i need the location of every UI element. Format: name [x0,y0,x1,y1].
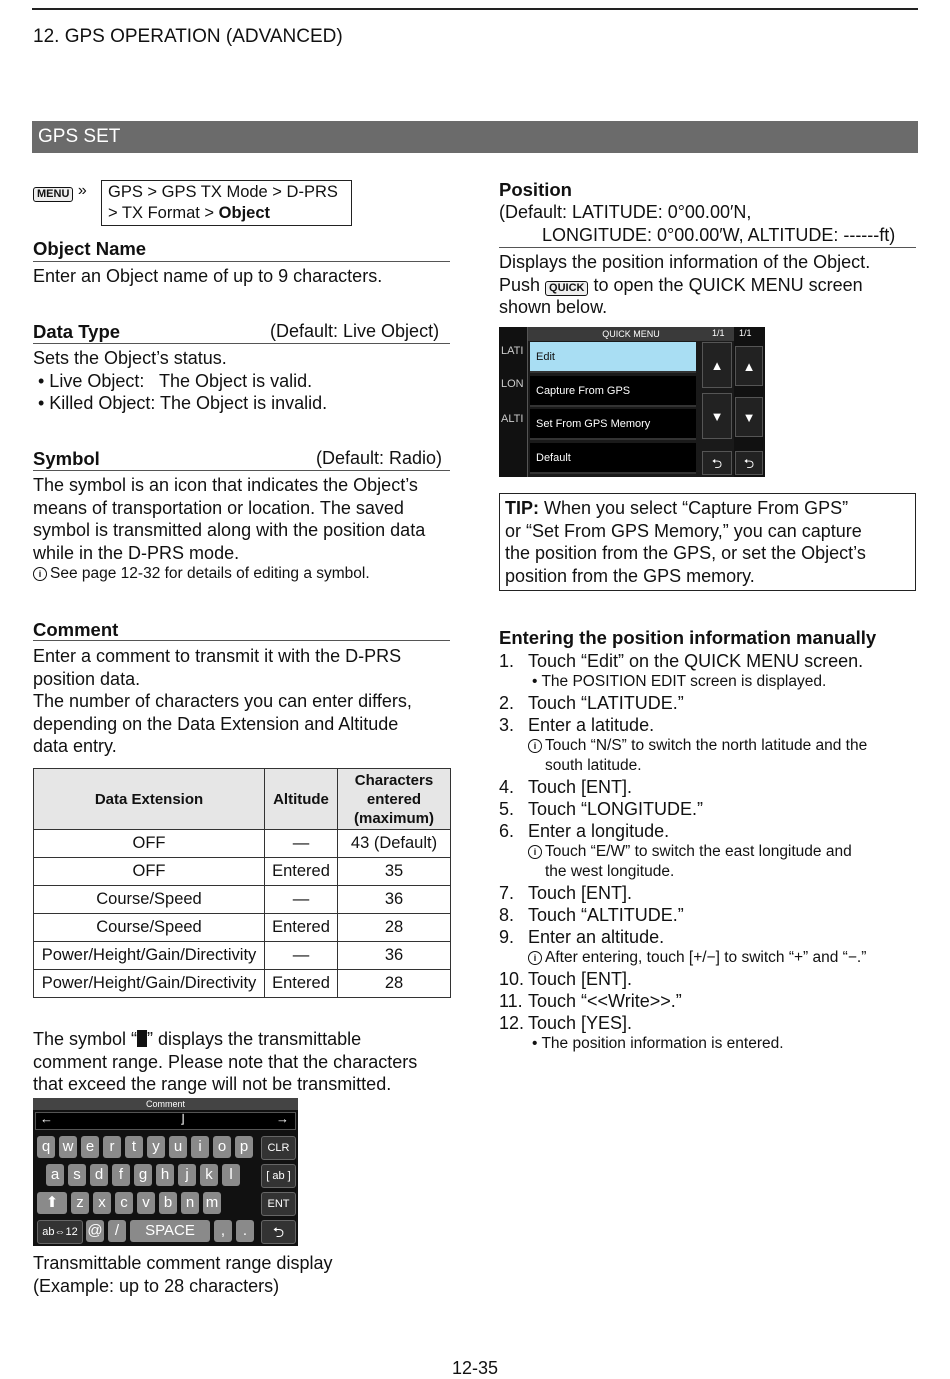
key-v[interactable]: v [137,1192,155,1214]
step-item [499,650,919,672]
table-header: Altitude [265,769,338,830]
table-cell: Course/Speed [34,914,265,942]
menu-path-line1: GPS > GPS TX Mode > D-PRS [108,183,338,201]
quick-menu-title: QUICK MENU [528,327,734,341]
position-default-line2: LONGITUDE: 0°00.00′W, ALTITUDE: ------ft) [542,225,896,245]
step-text: Touch [ENT]. [528,969,633,989]
page-number: 12-35 [451,1358,499,1378]
table-header: Characters entered (maximum) [338,769,451,830]
quick-menu-item-capture[interactable]: Capture From GPS [530,376,696,407]
step-number: 9. [499,927,515,947]
step-number: 11. [499,991,523,1011]
back-icon[interactable]: ⮌ [702,451,732,475]
step-sub: • The position information is entered. [532,1035,784,1052]
step-number: 12. [499,1013,525,1033]
key-e[interactable]: e [81,1136,99,1158]
quick-menu-item-edit[interactable]: Edit [530,342,696,373]
symbol-default: (Default: Radio) [316,448,443,468]
info-icon: i [528,739,542,753]
object-name-heading: Object Name [33,238,147,259]
keyboard-caption [33,1252,332,1297]
step-item [499,968,919,990]
step-item [499,714,919,736]
step-sub [499,736,919,756]
comment-keyboard-screen [33,1098,298,1246]
key-p[interactable]: p [235,1136,253,1158]
menu-path-object: Object [218,204,271,222]
key-d[interactable]: d [90,1164,108,1186]
key-g[interactable]: g [134,1164,152,1186]
table-cell: Power/Height/Gain/Directivity [34,942,265,970]
bg-back-icon: ⮌ [735,451,763,475]
step-text: Enter an altitude. [528,927,665,947]
menu-path-row [33,182,87,202]
bg-down-icon: ▼ [735,397,763,437]
step-sub: south latitude. [545,757,642,774]
quick-menu-screen [499,327,765,477]
space-key[interactable]: SPACE [130,1220,210,1242]
comment-block [33,645,412,758]
step-sub: the west longitude. [545,863,675,880]
position-desc: Displays the position information of the Object. [499,252,871,272]
range-text: comment range. Please note that the characters [33,1051,418,1072]
key-k[interactable]: k [200,1164,218,1186]
heading-rule [33,343,450,344]
comment-input-field[interactable] [35,1112,296,1130]
symbol-line: means of transportation or location. The saved [33,497,404,518]
enter-key[interactable]: ENT [261,1192,296,1216]
table-cell: Power/Height/Gain/Directivity [34,970,265,998]
key-i[interactable]: i [191,1136,209,1158]
top-rule [32,8,918,10]
symbol-note: See page 12-32 for details of editing a symbol. [50,565,370,582]
step-number: 8. [499,905,515,925]
page-indicator: 1/1 [712,328,725,338]
range-text: The symbol “ [33,1029,138,1049]
step-number: 3. [499,715,515,735]
key-r[interactable]: r [103,1136,121,1158]
table-cell: — [265,830,338,858]
table-cell: 43 (Default) [338,830,451,858]
key-l[interactable]: l [222,1164,240,1186]
comment-line: Enter a comment to transmit it with the D-PRS [33,646,402,666]
table-cell: OFF [34,830,265,858]
table-cell: Entered [265,858,338,886]
table-cell: Course/Speed [34,886,265,914]
step-sub-text: Touch “E/W” to switch the east longitude and [545,843,852,860]
data-type-heading: Data Type [33,321,121,342]
key-a[interactable]: a [46,1164,64,1186]
step-number: 7. [499,883,515,903]
tip-line: or “Set From GPS Memory,” you can capture [505,520,862,541]
info-icon: i [528,845,542,859]
object-name-text: Enter an Object name of up to 9 characters. [33,266,383,286]
quick-menu-item-set-memory[interactable]: Set From GPS Memory [530,409,696,440]
tip-line: When you select “Capture From GPS” [539,498,849,518]
step-number: 6. [499,821,515,841]
step-item [499,1012,919,1034]
step-sub-text: After entering, touch [+/−] to switch “+” and “−.” [545,949,867,966]
key-t[interactable]: t [125,1136,143,1158]
tip-line: position from the GPS memory. [505,565,755,586]
step-text: Touch “Edit” on the QUICK MENU screen. [528,651,864,671]
table-row [34,830,451,858]
step-item [499,776,919,798]
tip-box [499,493,916,591]
key-n[interactable]: n [181,1192,199,1214]
at-key[interactable]: @ [86,1220,104,1242]
table-header: Data Extension [34,769,265,830]
key-s[interactable]: s [68,1164,86,1186]
keyboard-title: Comment [33,1098,298,1110]
section-banner: GPS SET [32,121,918,153]
step-text: Touch “<<Write>>.” [528,991,682,1011]
data-type-text: Sets the Object’s status. [33,348,227,368]
step-sub [499,842,919,862]
comment-line: depending on the Data Extension and Altitude [33,713,399,734]
ab-mode-key[interactable]: [ ab ] [261,1164,296,1188]
key-j[interactable]: j [178,1164,196,1186]
range-marker-icon: ⌋ [180,1112,185,1126]
heading-rule [33,640,450,641]
data-type-bullet: • Live Object: The Object is valid. [38,370,313,391]
key-b[interactable]: b [159,1192,177,1214]
comment-line: The number of characters you can enter differs, [33,691,412,711]
step-item [499,820,919,842]
symbol-line: The symbol is an icon that indicates the Object’s [33,475,418,495]
quick-menu-item-default[interactable]: Default [530,443,696,474]
step-sub [499,948,919,968]
info-icon: i [33,567,47,581]
bg-label: LON [501,378,524,390]
step-text: Touch “LONGITUDE.” [528,799,704,819]
quick-key-icon: QUICK [545,281,588,296]
range-text: that exceed the range will not be transmitted. [33,1074,392,1094]
table-cell: 28 [338,970,451,998]
comment-line: position data. [33,668,141,689]
key-x[interactable]: x [93,1192,111,1214]
cursor-right-button[interactable]: → [276,1111,289,1126]
step-text: Touch [ENT]. [528,777,633,797]
manual-heading: Entering the position information manually [499,627,877,648]
step-item [499,904,919,926]
table-cell: 36 [338,886,451,914]
table-cell: — [265,942,338,970]
step-number: 1. [499,651,515,671]
shift-key-icon[interactable]: ⬆ [37,1192,67,1214]
step-text: Touch [YES]. [528,1013,633,1033]
menu-arrow: » [77,182,87,199]
bg-label: LATI [501,345,524,357]
bg-label: ALTI [501,413,524,425]
table-row [34,886,451,914]
comment-line: data entry. [33,736,117,756]
heading-rule [33,470,450,471]
symbol-line: while in the D-PRS mode. [33,542,240,563]
step-number: 5. [499,799,515,819]
position-heading: Position [499,179,572,200]
position-desc: to open the QUICK MENU screen [588,274,863,295]
dot-key[interactable]: . [236,1220,254,1242]
step-item [499,798,919,820]
data-type-bullet: • Killed Object: The Object is invalid. [38,393,328,413]
scroll-up-icon[interactable]: ▲ [702,342,732,388]
range-symbol-block [33,1028,417,1096]
scroll-down-icon[interactable]: ▼ [702,393,732,439]
clear-key[interactable]: CLR [261,1136,296,1160]
table-row [34,942,451,970]
symbol-block [33,474,425,584]
comment-heading: Comment [33,619,119,640]
table-cell: 36 [338,942,451,970]
step-item [499,926,919,948]
step-number: 2. [499,693,515,713]
key-o[interactable]: o [213,1136,231,1158]
info-icon: i [528,951,542,965]
position-desc: Push [499,274,546,295]
comma-key[interactable]: , [214,1220,232,1242]
key-h[interactable]: h [156,1164,174,1186]
table-cell: 35 [338,858,451,886]
step-number: 10. [499,969,525,989]
data-type-default: (Default: Live Object) [270,321,440,341]
position-desc: shown below. [499,297,608,317]
position-default-line1: (Default: LATITUDE: 0°00.00′N, [499,202,752,222]
back-icon[interactable]: ⮌ [261,1220,296,1244]
mode-switch-key[interactable]: ab⇔12 [37,1220,83,1244]
caption-line: (Example: up to 28 characters) [33,1275,280,1296]
step-text: Enter a latitude. [528,715,655,735]
symbol-heading: Symbol [33,448,100,469]
bg-page-indicator: 1/1 [739,328,752,338]
data-type-block [33,347,327,415]
comment-length-table [33,768,451,998]
table-cell: 28 [338,914,451,942]
step-sub-text: Touch “N/S” to switch the north latitude and the [545,737,868,754]
step-text: Touch “LATITUDE.” [528,693,684,713]
step-text: Touch “ALTITUDE.” [528,905,684,925]
range-text: ” displays the transmittable [147,1029,362,1049]
menu-path-line2: > TX Format > [108,204,219,222]
key-m[interactable]: m [203,1192,221,1214]
position-desc-block [499,251,870,319]
chapter-title: 12. GPS OPERATION (ADVANCED) [33,26,343,47]
table-row [34,914,451,942]
table-cell: Entered [265,914,338,942]
cursor-left-button[interactable]: ← [40,1111,53,1126]
step-text: Enter a longitude. [528,821,670,841]
menu-key-icon: MENU [33,187,73,202]
step-sub: • The POSITION EDIT screen is displayed. [532,673,827,690]
step-item [499,692,919,714]
step-text: Touch [ENT]. [528,883,633,903]
key-u[interactable]: u [169,1136,187,1158]
key-z[interactable]: z [71,1192,89,1214]
key-q[interactable]: q [37,1136,55,1158]
table-row [34,858,451,886]
menu-path-box [101,180,352,226]
caption-line: Transmittable comment range display [33,1253,333,1273]
bg-up-icon: ▲ [735,346,763,386]
tip-line: the position from the GPS, or set the Object’s [505,543,866,563]
slash-key[interactable]: / [108,1220,126,1242]
range-marker-icon [137,1030,147,1047]
key-w[interactable]: w [59,1136,77,1158]
heading-rule [33,261,450,262]
tip-label: TIP: [505,498,539,518]
quick-menu-panel [527,327,734,477]
key-y[interactable]: y [147,1136,165,1158]
table-cell: Entered [265,970,338,998]
key-c[interactable]: c [115,1192,133,1214]
manual-steps [499,650,919,1054]
table-row [34,970,451,998]
step-number: 4. [499,777,515,797]
symbol-line: symbol is transmitted along with the position data [33,520,426,540]
table-cell: — [265,886,338,914]
table-cell: OFF [34,858,265,886]
step-item [499,882,919,904]
heading-rule [499,247,916,248]
key-f[interactable]: f [112,1164,130,1186]
step-item [499,990,919,1012]
